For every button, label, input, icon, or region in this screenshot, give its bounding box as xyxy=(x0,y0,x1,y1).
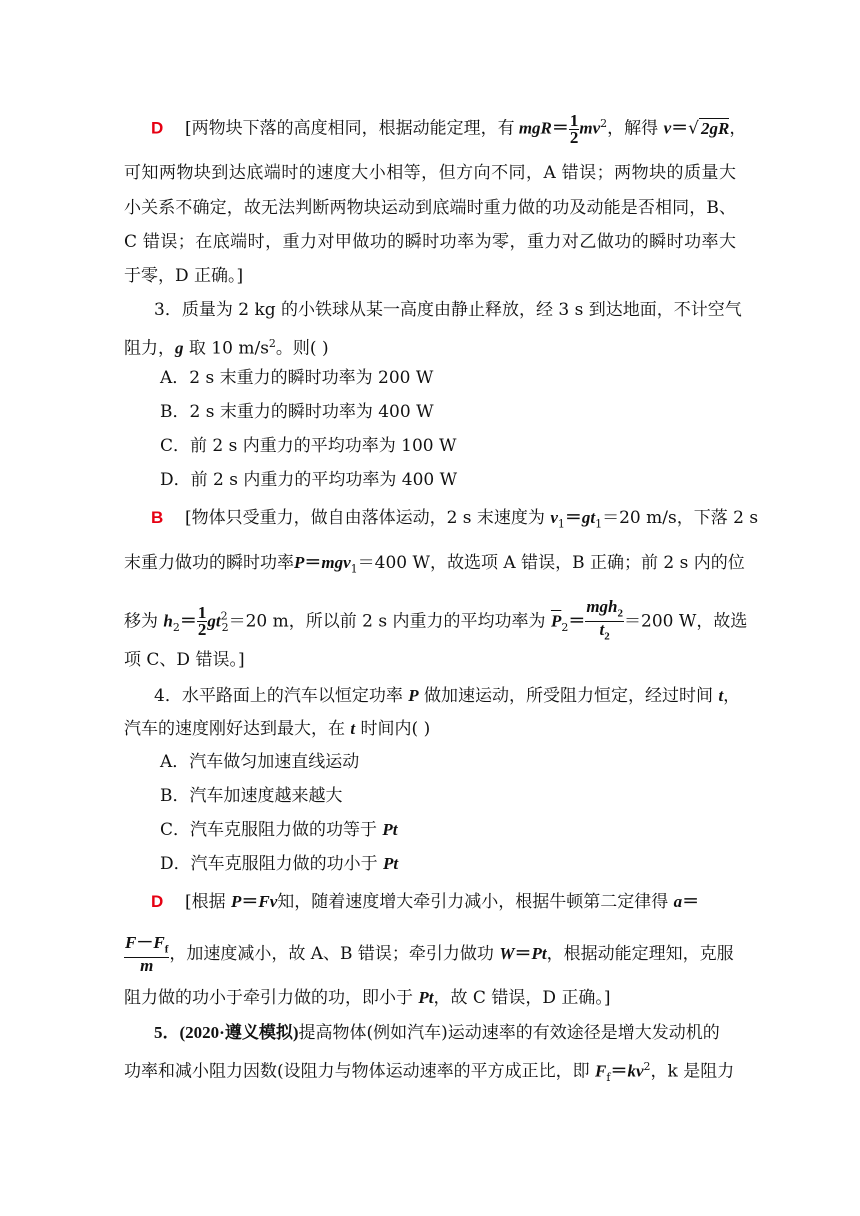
answer-2-line-5: 于零，D 正确。] xyxy=(124,266,244,286)
answer-3-line-1: B [物体只受重力，做自由落体运动，2 s 末速度为 $v_1=gt_1=20$ m/s，下落 2 s xyxy=(151,508,759,531)
answer-2-line-4: C 错误；在底端时，重力对甲做功的瞬时功率为零，重力对乙做功的瞬时功率大 xyxy=(124,232,736,252)
option-3c: C．前 2 s 内重力的平均功率为 100 W xyxy=(160,436,457,456)
answer-letter: B xyxy=(151,508,164,527)
question-5-line-1: 5．(2020·遵义模拟)提高物体(例如汽车)运动速率的有效途径是增大发动机的 xyxy=(154,1023,720,1043)
answer-4-line-1: D [根据 P＝Fv知，随着速度增大牵引力减小，根据牛顿第二定律得 a＝ xyxy=(151,892,700,912)
answer-4-line-3: 阻力做的功小于牵引力做的功，即小于 Pt，故 C 错误，D 正确。] xyxy=(124,988,611,1008)
fraction: $\frac{F-F_f}{m}$ xyxy=(125,933,169,976)
option-3a: A．2 s 末重力的瞬时功率为 200 W xyxy=(160,368,434,388)
fraction: $\frac{1}{2}$ xyxy=(197,603,207,640)
question-4-line-2: 汽车的速度刚好达到最大，在 t 时间内( ) xyxy=(124,719,431,739)
answer-2-line-3: 小关系不确定，故无法判断两物块运动到底端时重力做的功及动能是否相同，B、 xyxy=(124,198,736,218)
question-3-line-1: 3．质量为 2 kg 的小铁球从某一高度由静止释放，经 3 s 到达地面，不计空气 xyxy=(154,300,742,320)
question-5-line-2: 功率和减小阻力因数(设阻力与物体运动速率的平方成正比，即 $F_f=kv^2$，k 是阻力 xyxy=(124,1060,735,1085)
answer-4-line-2: $\frac{F-F_f}{m}$ ，加速度减小，故 A、B 错误；牵引力做功 W＝Pt，根据动能定理知，克服 xyxy=(125,933,734,976)
answer-2-line-1: D [两物块下落的高度相同，根据动能定理，有 mgR＝ $\frac{1}{2}$ $mv^2$，解得 v＝√ 2gR， xyxy=(151,110,747,147)
answer-3-line-3: 移为 $h_2=$ $\frac{1}{2}$ $gt^2_2=20$ m，所以前 2 s 内重力的平均功率为 $\overline{P}_2=$ $\frac{mgh_2}{t_2}$ ＝200 W，故选 xyxy=(124,597,748,643)
option-3d: D．前 2 s 内重力的平均功率为 400 W xyxy=(160,470,458,490)
option-4b: B．汽车加速度越来越大 xyxy=(160,786,343,806)
option-4a: A．汽车做匀加速直线运动 xyxy=(160,752,360,772)
option-4c: C．汽车克服阻力做的功等于 Pt xyxy=(160,820,398,840)
answer-letter: D xyxy=(151,118,164,138)
answer-3-line-2: 末重力做功的瞬时功率P＝mgv$_1$＝400 W，故选项 A 错误，B 正确；前 2 s 内的位 xyxy=(124,553,745,576)
option-3b: B．2 s 末重力的瞬时功率为 400 W xyxy=(160,402,434,422)
fraction: $\frac{1}{2}$ xyxy=(569,110,579,147)
answer-letter: D xyxy=(151,892,164,911)
question-4-line-1: 4．水平路面上的汽车以恒定功率 P 做加速运动，所受阻力恒定，经过时间 t， xyxy=(154,686,741,706)
question-3-line-2: 阻力，g 取 10 $m/s^2$。则( ) xyxy=(124,337,329,359)
option-4d: D．汽车克服阻力做的功小于 Pt xyxy=(160,854,399,874)
answer-2-line-2: 可知两物块到达底端时的速度大小相等，但方向不同，A 错误；两物块的质量大 xyxy=(124,163,736,183)
answer-3-line-4: 项 C、D 错误。] xyxy=(124,650,245,670)
fraction: $\frac{mgh_2}{t_2}$ xyxy=(586,597,624,643)
